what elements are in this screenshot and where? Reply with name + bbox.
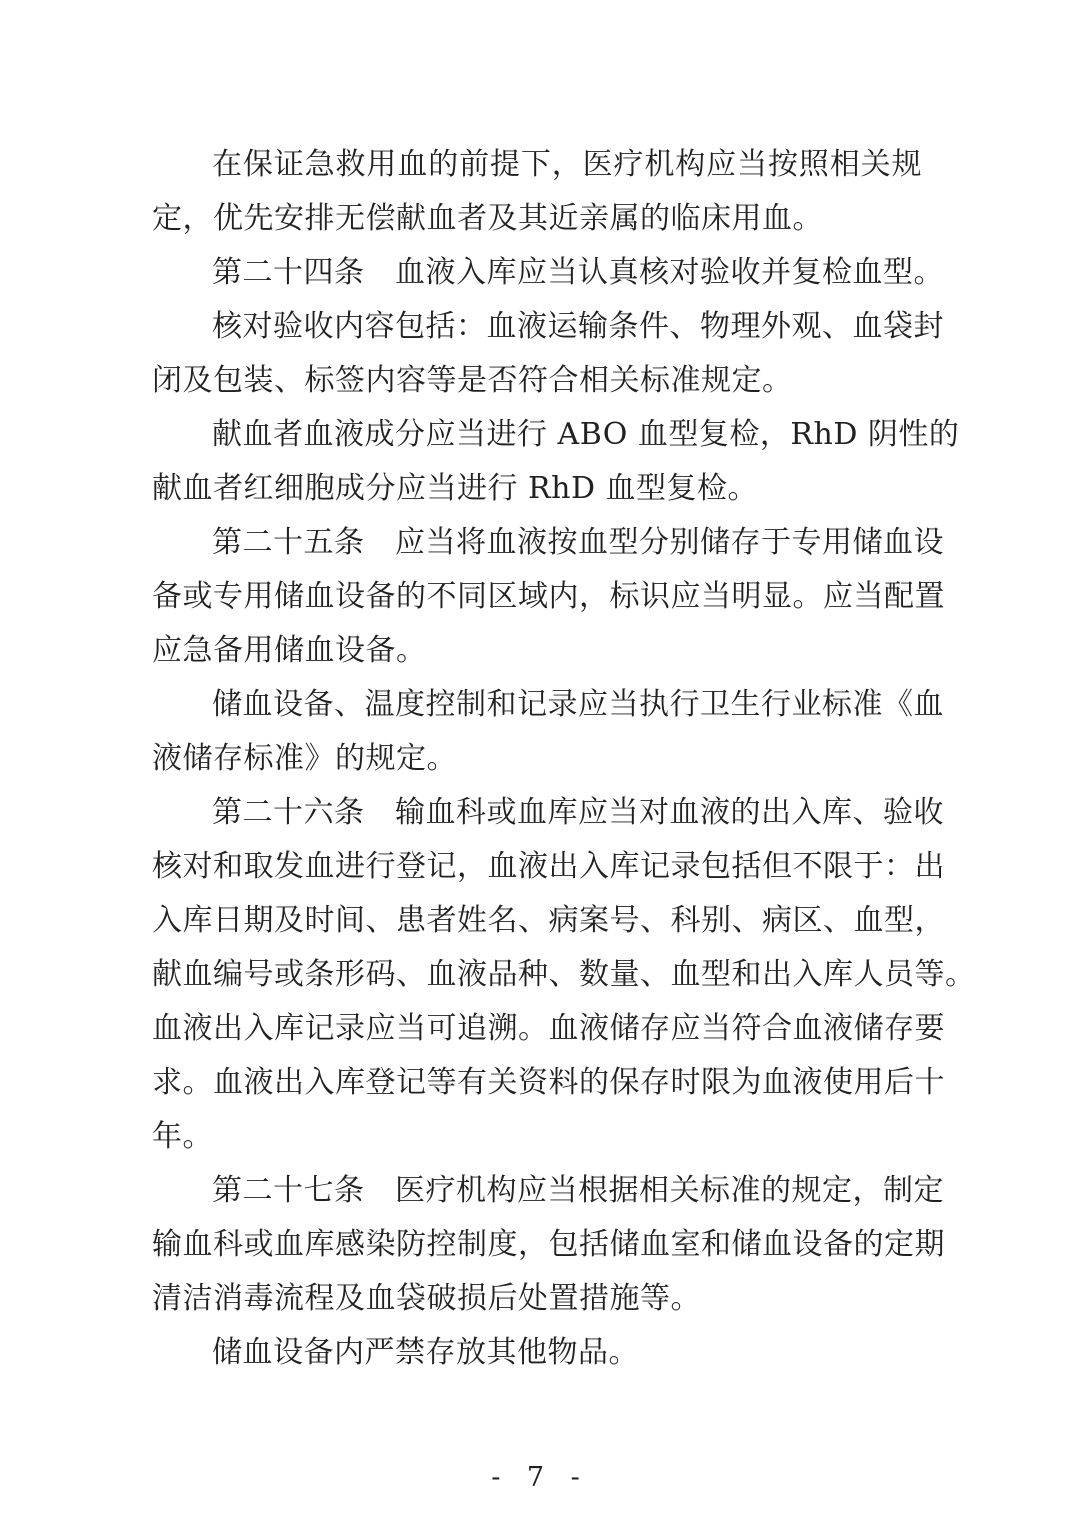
text-line-article-25: 第二十五条 应当将血液按血型分别储存于专用储血设: [212, 525, 944, 560]
text-line: 入库日期及时间、患者姓名、病案号、科别、病区、血型，: [152, 903, 945, 938]
page-number: - 7 -: [491, 1462, 589, 1493]
text-line: 储血设备、温度控制和记录应当执行卫生行业标准《血: [212, 687, 944, 722]
text-line: 定，优先安排无偿献血者及其近亲属的临床用血。: [152, 201, 823, 236]
text-line: 输血科或血库感染防控制度，包括储血室和储血设备的定期: [152, 1227, 945, 1262]
text-line: 核对和取发血进行登记，血液出入库记录包括但不限于：出: [152, 849, 945, 884]
text-line: 血液出入库记录应当可追溯。血液储存应当符合血液储存要: [152, 1011, 945, 1046]
text-line: 备或专用储血设备的不同区域内，标识应当明显。应当配置: [152, 579, 945, 614]
document-body: [152, 138, 976, 1380]
text-line-article-26: 第二十六条 输血科或血库应当对血液的出入库、验收: [212, 795, 944, 830]
text-line: 献血编号或条形码、血液品种、数量、血型和出入库人员等。: [152, 957, 976, 992]
text-line: 清洁消毒流程及血袋破损后处置措施等。: [152, 1281, 701, 1316]
text-line-article-27: 第二十七条 医疗机构应当根据相关标准的规定，制定: [212, 1173, 944, 1208]
text-line-article-24: 第二十四条 血液入库应当认真核对验收并复检血型。: [212, 255, 944, 290]
text-line: 储血设备内严禁存放其他物品。: [212, 1335, 639, 1370]
text-line: 液储存标准》的规定。: [152, 741, 457, 776]
text-line: 求。血液出入库登记等有关资料的保存时限为血液使用后十: [152, 1065, 945, 1100]
text-line: 闭及包装、标签内容等是否符合相关标准规定。: [152, 363, 793, 398]
text-line: 在保证急救用血的前提下，医疗机构应当按照相关规: [212, 147, 922, 182]
text-line: 核对验收内容包括：血液运输条件、物理外观、血袋封: [212, 309, 944, 344]
text-line: 年。: [152, 1119, 213, 1154]
text-line: 应急备用储血设备。: [152, 633, 427, 668]
text-line: 献血者血液成分应当进行 ABO 血型复检，RhD 阴性的: [212, 417, 960, 452]
text-line: 献血者红细胞成分应当进行 RhD 血型复检。: [152, 471, 759, 506]
